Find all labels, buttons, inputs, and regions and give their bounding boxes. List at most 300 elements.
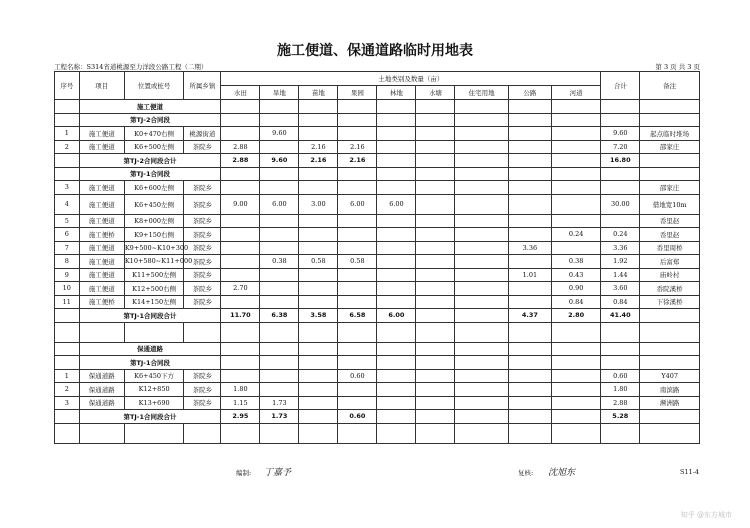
cell-value: 2.16 [338, 140, 377, 154]
table-row [55, 100, 700, 114]
cell-seq: 2 [55, 383, 80, 397]
subtotal-value [455, 410, 508, 424]
cell [299, 100, 338, 114]
cell-value [551, 214, 600, 228]
cell [299, 322, 338, 342]
cell-value [221, 369, 260, 383]
cell-value [551, 127, 600, 141]
cell-value [508, 295, 551, 309]
cell-value [508, 369, 551, 383]
cell-value: 9.60 [260, 127, 299, 141]
cell-value [416, 140, 455, 154]
cell-value [416, 214, 455, 228]
cell-location: K12+850 [124, 383, 184, 397]
cell-remark: 借地宽10m [640, 194, 700, 214]
cell-township: 茶院乡 [184, 369, 221, 383]
cell-value [338, 383, 377, 397]
header-land-type: 水田 [221, 86, 260, 100]
cell-remark: Y407 [640, 369, 700, 383]
cell-value [416, 228, 455, 242]
header-land-type: 水塘 [416, 86, 455, 100]
cell-township: 茶院乡 [184, 255, 221, 269]
cell-total: 3.60 [601, 282, 640, 296]
cell-item: 施工便道 [79, 140, 124, 154]
sheet-code: S11-4 [680, 468, 700, 476]
cell-value [260, 295, 299, 309]
cell-value [455, 228, 508, 242]
cell [55, 167, 80, 181]
header-land-type: 住宅用地 [455, 86, 508, 100]
cell-township: 桃源街道 [184, 127, 221, 141]
cell-total: 2.88 [601, 396, 640, 410]
cell-value [508, 127, 551, 141]
header-land-type: 果园 [338, 86, 377, 100]
cell-value [416, 127, 455, 141]
cell-value [377, 396, 416, 410]
cell [184, 322, 221, 342]
cell-value [455, 282, 508, 296]
cell-remark: 邵家庄 [640, 140, 700, 154]
cell [377, 100, 416, 114]
subtotal-total: 41.40 [601, 309, 640, 323]
subtotal-value [551, 410, 600, 424]
cell [551, 342, 600, 356]
cell-seq: 7 [55, 241, 80, 255]
cell [299, 356, 338, 370]
cell-seq: 2 [55, 140, 80, 154]
cell-item: 施工便桥 [79, 295, 124, 309]
cell-value [338, 241, 377, 255]
cell [551, 113, 600, 127]
cell [640, 167, 700, 181]
cell-location: K6+450左侧 [124, 194, 184, 214]
cell [338, 322, 377, 342]
cell [55, 100, 80, 114]
cell-value [377, 181, 416, 195]
cell-total: 0.24 [601, 228, 640, 242]
cell [55, 342, 80, 356]
cell [551, 100, 600, 114]
table-row [55, 396, 700, 410]
subtotal-value: 6.00 [377, 309, 416, 323]
cell-remark: 岙院溪桥 [640, 282, 700, 296]
table-row [55, 255, 700, 269]
subtotal-value [455, 154, 508, 168]
cell [221, 113, 260, 127]
table-row [55, 282, 700, 296]
subtotal-value: 4.37 [508, 309, 551, 323]
cell-value: 1.80 [221, 383, 260, 397]
cell [416, 322, 455, 342]
cell [551, 167, 600, 181]
subtotal-total: 16.80 [601, 154, 640, 168]
cell-township: 茶院乡 [184, 140, 221, 154]
header-land-type: 公路 [508, 86, 551, 100]
cell-value [508, 228, 551, 242]
cell-value [299, 383, 338, 397]
cell-value [416, 255, 455, 269]
subtotal-value: 11.70 [221, 309, 260, 323]
cell-value: 0.43 [551, 268, 600, 282]
cell [377, 356, 416, 370]
cell-value [260, 369, 299, 383]
cell [124, 322, 184, 342]
cell-value [455, 383, 508, 397]
cell-value [416, 383, 455, 397]
cell-value [455, 255, 508, 269]
subtotal-total: 5.28 [601, 410, 640, 424]
cell-value [551, 140, 600, 154]
header-land-type: 苗地 [299, 86, 338, 100]
cell-value: 1.15 [221, 396, 260, 410]
cell-remark: 岙里赵 [640, 228, 700, 242]
cell-total: 1.92 [601, 255, 640, 269]
cell-value [416, 396, 455, 410]
cell-value [551, 383, 600, 397]
cell-value [416, 194, 455, 214]
cell [55, 154, 80, 168]
cell [640, 154, 700, 168]
cell-value [508, 282, 551, 296]
subtotal-value [508, 410, 551, 424]
cell-value: 0.60 [338, 369, 377, 383]
cell [55, 410, 80, 424]
cell-remark: 邵家庄 [640, 181, 700, 195]
cell [221, 100, 260, 114]
cell-location: K9+150右侧 [124, 228, 184, 242]
subtotal-value [551, 154, 600, 168]
table-row [55, 423, 700, 443]
document-title: 施工便道、保通道路临时用地表 [277, 43, 473, 59]
subtotal-value: 3.58 [299, 309, 338, 323]
cell-value [377, 369, 416, 383]
cell [338, 167, 377, 181]
subtotal-value [455, 309, 508, 323]
cell [260, 113, 299, 127]
header-location: 位置或桩号 [124, 72, 184, 100]
cell [55, 113, 80, 127]
subtotal-label: 第TJ-1合同段合计 [79, 309, 221, 323]
table-row [55, 241, 700, 255]
table-row [55, 140, 700, 154]
cell [260, 322, 299, 342]
cell [124, 423, 184, 443]
cell-value: 6.00 [260, 194, 299, 214]
cell-item: 保通道路 [79, 396, 124, 410]
table-row [55, 295, 700, 309]
cell-value [338, 228, 377, 242]
subtotal-value [416, 410, 455, 424]
cell [601, 423, 640, 443]
subtotal-value: 2.95 [221, 410, 260, 424]
cell [55, 356, 80, 370]
header-land-type: 旱地 [260, 86, 299, 100]
cell-value [416, 241, 455, 255]
cell [640, 113, 700, 127]
cell-value [455, 127, 508, 141]
cell-township: 茶院乡 [184, 228, 221, 242]
cell [455, 423, 508, 443]
cell [260, 100, 299, 114]
cell-value [455, 369, 508, 383]
cell-total: 7.20 [601, 140, 640, 154]
table-row [55, 383, 700, 397]
cell-value [508, 140, 551, 154]
cell [601, 356, 640, 370]
cell-seq: 9 [55, 268, 80, 282]
cell-value [455, 214, 508, 228]
cell-value [416, 282, 455, 296]
subtotal-value: 0.60 [338, 410, 377, 424]
cell-location: K0+470右侧 [124, 127, 184, 141]
cell-value: 0.90 [551, 282, 600, 296]
header-township: 所属乡镇 [184, 72, 221, 100]
cell [601, 322, 640, 342]
cell-remark: 南滨路 [640, 383, 700, 397]
cell-remark: 下徐溪桥 [640, 295, 700, 309]
cell [416, 167, 455, 181]
cell-value [299, 241, 338, 255]
cell-total: 3.36 [601, 241, 640, 255]
cell-township: 茶院乡 [184, 282, 221, 296]
cell-remark: 岙里周桥 [640, 241, 700, 255]
subtotal-value: 2.16 [299, 154, 338, 168]
cell [260, 342, 299, 356]
cell-value [338, 181, 377, 195]
cell-value: 2.16 [299, 140, 338, 154]
cell-value [551, 396, 600, 410]
cell [455, 342, 508, 356]
header-land-type: 河道 [551, 86, 600, 100]
cell-item: 施工便道 [79, 282, 124, 296]
cell [640, 410, 700, 424]
cell-seq: 4 [55, 194, 80, 214]
cell [455, 113, 508, 127]
subtotal-value: 6.38 [260, 309, 299, 323]
cell-item: 施工便道 [79, 255, 124, 269]
table-row [55, 214, 700, 228]
cell-value [221, 295, 260, 309]
reviewed-signature: 沈旭东 [548, 468, 576, 478]
cell [260, 167, 299, 181]
page-info: 第 3 页 共 3 页 [655, 63, 700, 71]
cell-value [377, 228, 416, 242]
cell-seq: 5 [55, 214, 80, 228]
cell-value [338, 268, 377, 282]
header-seq: 序号 [55, 72, 80, 100]
cell-value [221, 127, 260, 141]
section-label: 第TJ-1合同段 [79, 167, 221, 181]
cell-value [416, 295, 455, 309]
cell-total: 1.44 [601, 268, 640, 282]
cell-item: 施工便桥 [79, 228, 124, 242]
cell-township: 茶院乡 [184, 295, 221, 309]
cell-value [260, 241, 299, 255]
cell [260, 423, 299, 443]
cell [601, 100, 640, 114]
cell-value [260, 383, 299, 397]
cell [377, 113, 416, 127]
cell-value [551, 369, 600, 383]
cell-seq: 11 [55, 295, 80, 309]
cell-value [416, 268, 455, 282]
cell-value: 2.88 [221, 140, 260, 154]
table-row [55, 369, 700, 383]
cell-value [455, 194, 508, 214]
cell-location: K13+690 [124, 396, 184, 410]
cell-total: 0.84 [601, 295, 640, 309]
cell [508, 342, 551, 356]
cell-value [299, 396, 338, 410]
cell-value [455, 268, 508, 282]
table-row [55, 167, 700, 181]
cell [338, 100, 377, 114]
cell-remark: 起点临时堆场 [640, 127, 700, 141]
cell-value [221, 241, 260, 255]
cell [601, 342, 640, 356]
subtotal-label: 第TJ-1合同段合计 [79, 410, 221, 424]
cell [338, 423, 377, 443]
cell [455, 322, 508, 342]
cell-value [377, 282, 416, 296]
cell-value [455, 295, 508, 309]
section-label: 施工便道 [79, 100, 221, 114]
cell-seq: 10 [55, 282, 80, 296]
cell [299, 342, 338, 356]
cell-value [221, 181, 260, 195]
cell [640, 356, 700, 370]
cell [338, 356, 377, 370]
cell-value [455, 140, 508, 154]
cell [601, 113, 640, 127]
subtotal-value [299, 410, 338, 424]
cell-value: 9.00 [221, 194, 260, 214]
cell-item: 施工便道 [79, 181, 124, 195]
cell [221, 356, 260, 370]
cell-value [455, 396, 508, 410]
cell-value [508, 383, 551, 397]
cell-location: K8+000左侧 [124, 214, 184, 228]
prepared-label: 编制: [236, 469, 252, 477]
cell [221, 322, 260, 342]
cell-value [416, 369, 455, 383]
cell-value [260, 214, 299, 228]
subtotal-value: 9.60 [260, 154, 299, 168]
cell-item: 施工便道 [79, 241, 124, 255]
cell-value [377, 140, 416, 154]
cell-value [377, 383, 416, 397]
cell [377, 167, 416, 181]
subtotal-value: 1.73 [260, 410, 299, 424]
cell-value [260, 181, 299, 195]
cell [508, 356, 551, 370]
cell-value [508, 396, 551, 410]
cell [55, 423, 80, 443]
cell [416, 113, 455, 127]
cell-township: 茶院乡 [184, 268, 221, 282]
cell [221, 342, 260, 356]
cell [508, 322, 551, 342]
cell-value [260, 228, 299, 242]
cell-item: 施工便道 [79, 127, 124, 141]
cell-location: K6+600左侧 [124, 181, 184, 195]
cell-value [508, 255, 551, 269]
cell-value [299, 268, 338, 282]
table-row [55, 356, 700, 370]
cell [416, 100, 455, 114]
cell-location: K9+500~K10+300 [124, 241, 184, 255]
subtotal-value [377, 154, 416, 168]
cell-item: 保通道路 [79, 383, 124, 397]
cell [640, 423, 700, 443]
cell-value [551, 241, 600, 255]
cell [79, 423, 124, 443]
cell-value [377, 214, 416, 228]
cell-item: 施工便道 [79, 268, 124, 282]
table-row [55, 268, 700, 282]
header-land-group: 土地类别及数量（亩） [221, 72, 601, 86]
watermark: 知乎 @东方城市 [680, 511, 732, 519]
header-remark: 备注 [640, 72, 700, 100]
cell-value [221, 228, 260, 242]
cell-township: 茶院乡 [184, 214, 221, 228]
cell-value: 3.36 [508, 241, 551, 255]
cell-value [377, 295, 416, 309]
cell-location: K12+500右侧 [124, 282, 184, 296]
section-label: 保通道路 [79, 342, 221, 356]
cell [455, 100, 508, 114]
cell-location: K10+580~K11+000 [124, 255, 184, 269]
cell-value [455, 181, 508, 195]
cell [455, 167, 508, 181]
cell-value: 2.70 [221, 282, 260, 296]
cell [508, 167, 551, 181]
cell-seq: 3 [55, 181, 80, 195]
cell-value: 0.24 [551, 228, 600, 242]
table-row [55, 113, 700, 127]
cell-value [299, 295, 338, 309]
cell [377, 423, 416, 443]
subtotal-value: 6.58 [338, 309, 377, 323]
cell-location: K11+500左侧 [124, 268, 184, 282]
cell-value [338, 396, 377, 410]
cell-remark: 濒洲路 [640, 396, 700, 410]
cell-value [338, 295, 377, 309]
prepared-signature: 丁嘉予 [264, 468, 292, 478]
cell [55, 322, 80, 342]
cell-value [377, 241, 416, 255]
cell [508, 113, 551, 127]
cell-value [338, 214, 377, 228]
subtotal-value: 2.16 [338, 154, 377, 168]
cell-total: 30.00 [601, 194, 640, 214]
cell [299, 423, 338, 443]
cell [640, 309, 700, 323]
cell-total [601, 181, 640, 195]
cell [455, 356, 508, 370]
cell-value: 1.01 [508, 268, 551, 282]
cell-value [455, 241, 508, 255]
cell [640, 322, 700, 342]
cell [551, 356, 600, 370]
subtotal-value [377, 410, 416, 424]
cell-township: 茶院乡 [184, 383, 221, 397]
cell-value [299, 369, 338, 383]
project-name: 工程名称：S314省道桃源至力洋段公路工程（二期） [54, 63, 208, 71]
cell-value [416, 181, 455, 195]
land-use-table [54, 71, 700, 444]
cell [551, 322, 600, 342]
